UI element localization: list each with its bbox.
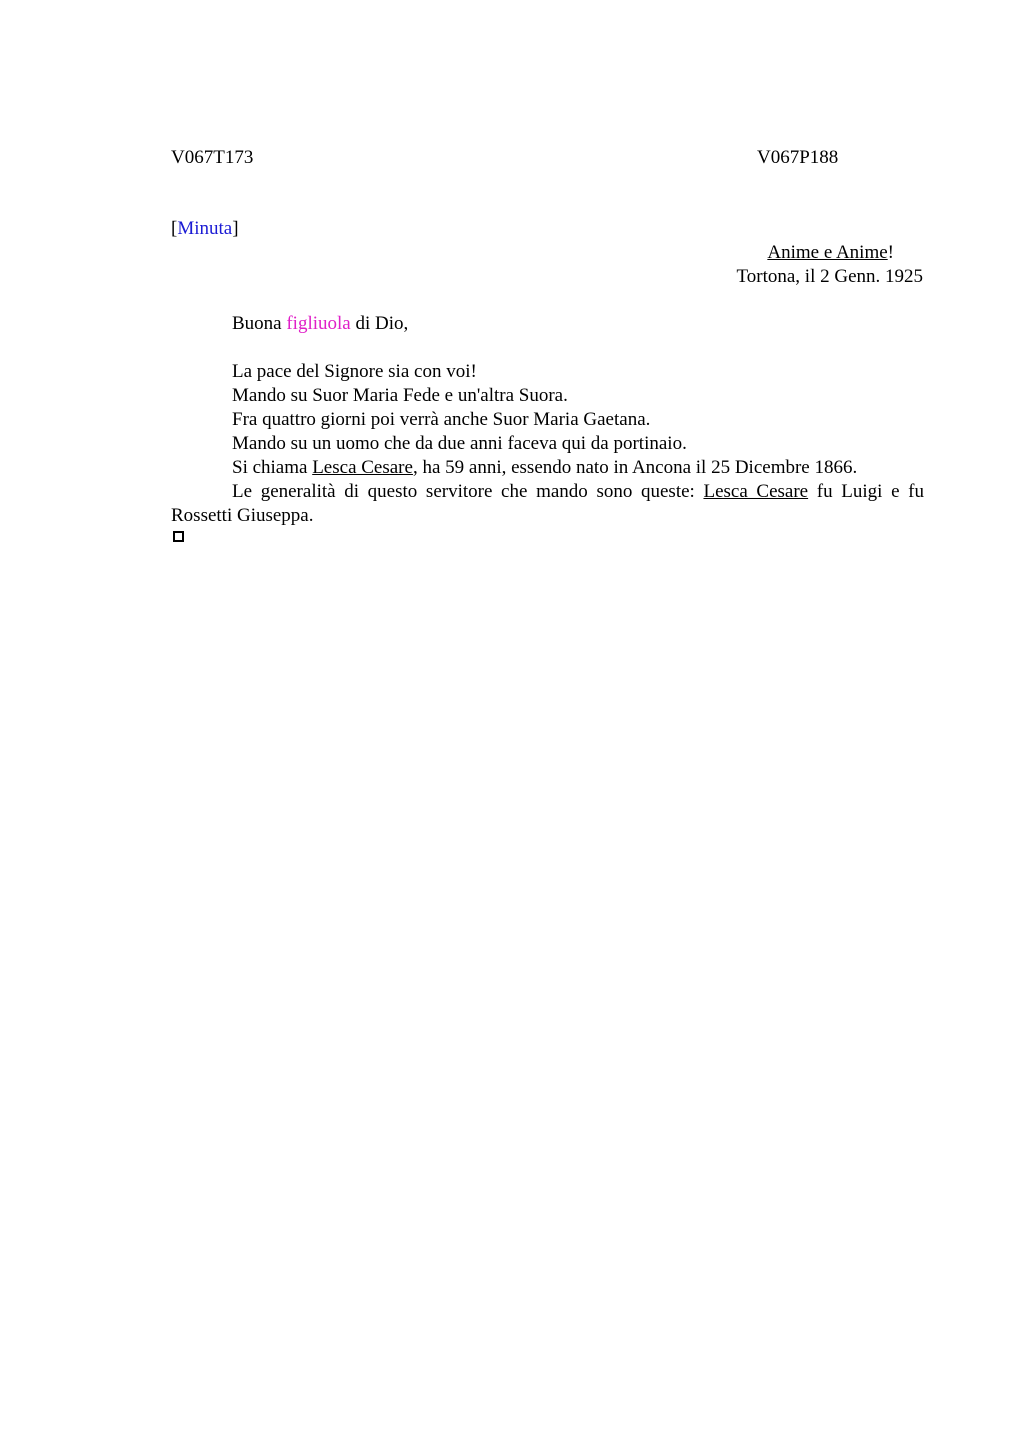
salutation xyxy=(232,312,408,336)
motto-punct: ! xyxy=(887,242,894,263)
salutation-pre: Buona xyxy=(232,313,287,334)
square-outline-icon xyxy=(173,531,184,542)
line-5-post: , ha 59 anni, essendo nato in Ancona il 25 Dicembre 1866. xyxy=(412,457,858,478)
motto-text: Anime e Anime xyxy=(767,242,888,263)
bracket-close: ] xyxy=(232,218,239,239)
salutation-highlight: figliuola xyxy=(286,313,351,334)
body-line-4: Mando su un uomo che da due anni faceva qui da portinaio. xyxy=(232,433,687,454)
body-line-1: La pace del Signore sia con voi! xyxy=(232,361,477,382)
body-line-2: Mando su Suor Maria Fede e un'altra Suora. xyxy=(232,385,568,406)
line-6-name: Lesca Cesare xyxy=(703,481,809,502)
body-line-3: Fra quattro giorni poi verrà anche Suor Maria Gaetana. xyxy=(232,409,651,430)
editorial-note xyxy=(171,217,239,241)
line-5-name: Lesca Cesare xyxy=(312,457,413,478)
body-paragraph-6 xyxy=(171,480,924,528)
document-code-right: V067P188 xyxy=(757,147,839,168)
body-line-5 xyxy=(232,456,857,480)
dateline: Tortona, il 2 Genn. 1925 xyxy=(736,266,923,287)
line-5-pre: Si chiama xyxy=(232,457,313,478)
line-6-pre: Le generalità di questo servitore che mando sono queste: xyxy=(232,481,704,502)
salutation-post: di Dio, xyxy=(350,313,409,334)
document-code-left: V067T173 xyxy=(171,147,254,168)
minuta-label: Minuta xyxy=(177,218,233,239)
line-6-post: fu Luigi e fu Rossetti Giuseppa. xyxy=(171,481,924,526)
motto xyxy=(767,241,894,265)
bracket-open: [ xyxy=(171,218,178,239)
